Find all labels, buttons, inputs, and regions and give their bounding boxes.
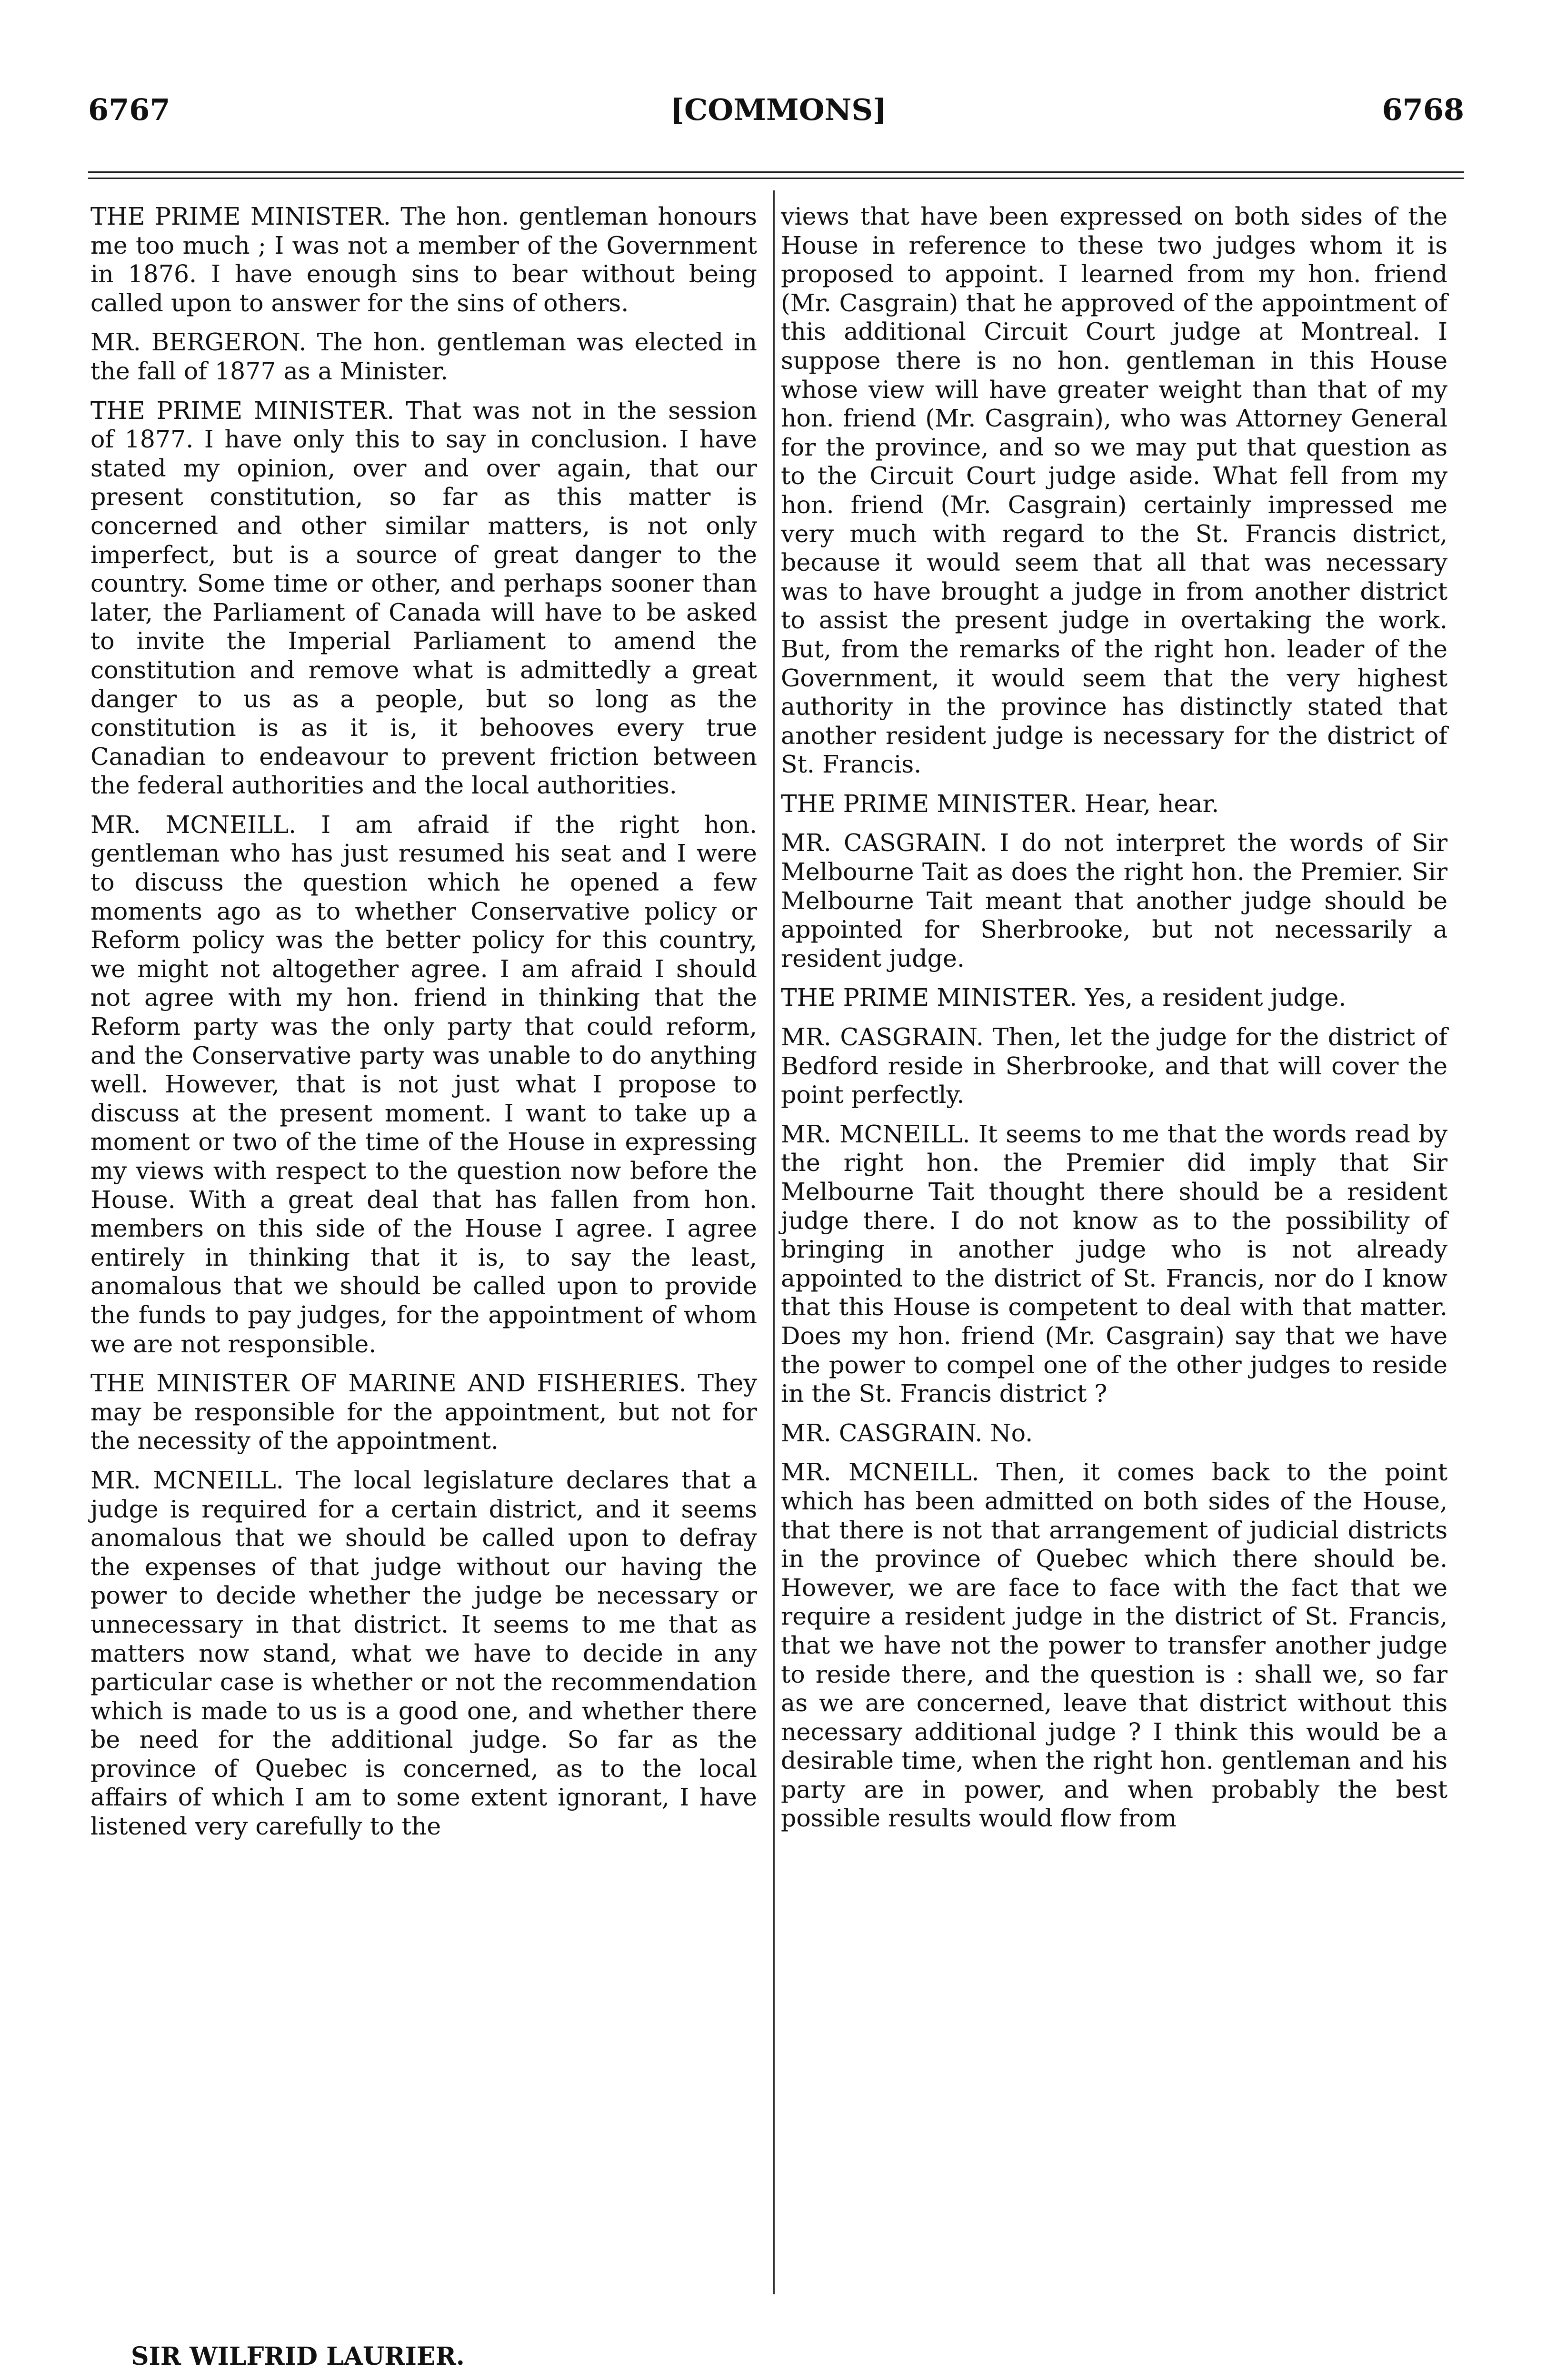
speech-text: views that have been expressed on both sides of the House in reference to these two judges whom it is proposed to appoint. I learned from my hon. friend (Mr. Casgrain) that he approved of the appointment of this additional Circuit Court judge at Montreal. I suppose there is no hon. gentleman in this House whose view will have greater weight than that of my hon. friend (Mr. Casgrain), who was Attorney General for the province, and so we may put that question as to the Circuit Court judge aside. What fell from my hon. friend (Mr. Casgrain) certainly impressed me very much with regard to the St. Francis district, because it would seem that all that was necessary was to have brought a judge in from another district to assist the present judge in overtaking the work. But, from the remarks of the right hon. leader of the Government, it would seem that the very highest authority in the province has distinctly stated that another resident judge is necessary for the district of St. Francis. xyxy=(781,202,1447,779)
page-number-right: 6768 xyxy=(1382,92,1464,127)
header-rule xyxy=(88,171,1464,173)
speech-paragraph xyxy=(90,811,757,1359)
speech-text: I am afraid if the right hon. gentleman who has just resumed his seat and I were to discuss the question which he opened a few moments ago as to whether Conservative policy or Reform policy was the better policy for this country, we might not altogether agree. I am afraid I should not agree with my hon. friend in thinking that the Reform party was the only party that could reform, and the Conservative party was unable to do anything well. However, that is not just what I propose to discuss at the present moment. I want to take up a moment or two of the time of the House in expressing my views with respect to the question now before the House. With a great deal that has fallen from hon. members on this side of the House I agree. I agree entirely in thinking that it is, to say the least, anomalous that we should be called upon to provide the funds to pay judges, for the appointment of whom we are not responsible. xyxy=(90,810,757,1358)
speech-text: No. xyxy=(990,1418,1033,1447)
speech-text: That was not in the session of 1877. I have only this to say in conclusion. I have stated my opinion, over and over again, that our present constitution, so far as this matter is concerned and other similar matters, is not only imperfect, but is a source of great danger to the country. Some time or other, and perhaps sooner than later, the Parliament of Canada will have to be asked to invite the Imperial Parliament to amend the constitution and remove what is admittedly a great danger to us as a people, but so long as the constitution is as it is, it behooves every true Canadian to endeavour to prevent friction between the federal authorities and the local authorities. xyxy=(90,396,757,800)
speech-paragraph xyxy=(90,1369,757,1456)
speech-text: Yes, a resident judge. xyxy=(1085,983,1347,1012)
right-column xyxy=(781,202,1447,1844)
speech-paragraph xyxy=(781,1419,1447,1448)
speech-paragraph xyxy=(781,1023,1447,1110)
speaker-name: MR. MCNEILL. xyxy=(781,1120,970,1148)
speech-text: Then, let the judge for the district of Bedford reside in Sherbrooke, and that will cover the point perfectly. xyxy=(781,1023,1447,1109)
speech-text: Then, it comes back to the point which has been admitted on both sides of the House, that there is not that arrangement of judicial districts in the province of Quebec which there should be. However, we are face to face with the fact that we require a resident judge in the district of St. Francis, that we have not the power to transfer another judge to reside there, and the question is : shall we, so far as we are concerned, leave that district without this necessary additional judge ? I think this would be a desirable time, when the right hon. gentleman and his party are in power, and when probably the best possible results would flow from xyxy=(781,1458,1447,1833)
speech-paragraph xyxy=(781,1120,1447,1408)
speaker-name: MR. CASGRAIN. xyxy=(781,1418,983,1447)
speech-text: The local legislature declares that a judge is required for a certain district, and it seems anomalous that we should be called upon to defray the expenses of that judge without our having the power to decide whether the judge be necessary or unnecessary in that district. It seems to me that as matters now stand, what we have to decide in any particular case is whether or not the recommendation which is made to us is a good one, and whether there be need for the additional judge. So far as the province of Quebec is concerned, as to the local affairs of which I am to some extent ignorant, I have listened very carefully to the xyxy=(90,1466,757,1841)
running-footer: SIR WILFRID LAURIER. xyxy=(131,2342,465,2371)
speaker-name: THE PRIME MINISTER. xyxy=(90,396,395,425)
speech-text: The hon. gentleman was elected in the fall of 1877 as a Minister. xyxy=(90,328,757,385)
speech-paragraph xyxy=(781,1458,1447,1833)
speech-paragraph xyxy=(781,790,1447,819)
speech-text: I do not interpret the words of Sir Melbourne Tait as does the right hon. the Premier. Sir Melbourne Tait meant that another judge should be appointed for Sherbrooke, but not necessarily a resident judge. xyxy=(781,829,1448,972)
header-rule-thin xyxy=(88,178,1464,179)
speaker-name: THE MINISTER OF MARINE AND FISHERIES. xyxy=(90,1369,687,1398)
speech-text: They may be responsible for the appointment, but not for the necessity of the appointment. xyxy=(90,1369,757,1455)
page-title: [COMMONS] xyxy=(670,92,887,127)
speaker-name: MR. MCNEILL. xyxy=(90,1466,284,1494)
speech-text: It seems to me that the words read by the right hon. the Premier did imply that Sir Melbourne Tait thought there should be a resident judge there. I do not know as to the possibility of bringing in another judge who is not already appointed to the district of St. Francis, nor do I know that this House is competent to deal with that matter. Does my hon. friend (Mr. Casgrain) say that we have the power to compel one of the other judges to reside in the St. Francis district ? xyxy=(781,1120,1447,1408)
speaker-name: MR. CASGRAIN. xyxy=(781,1023,984,1051)
column-divider xyxy=(773,190,775,2294)
left-column xyxy=(90,202,757,1852)
page-number-left: 6767 xyxy=(88,92,170,127)
speaker-name: MR. MCNEILL. xyxy=(90,810,297,839)
speaker-name: MR. CASGRAIN. xyxy=(781,829,988,857)
speech-paragraph xyxy=(90,1466,757,1841)
speech-text: The hon. gentleman honours me too much ; I was not a member of the Government in 1876. I have enough sins to bear without being called upon to answer for the sins of others. xyxy=(90,202,757,317)
speaker-name: THE PRIME MINISTER. xyxy=(781,789,1078,818)
speech-paragraph xyxy=(781,202,1447,779)
speech-paragraph xyxy=(90,202,757,317)
speech-paragraph xyxy=(781,829,1447,973)
speaker-name: THE PRIME MINISTER. xyxy=(90,202,391,230)
speaker-name: MR. BERGERON. xyxy=(90,328,307,357)
speech-paragraph xyxy=(781,983,1447,1012)
speech-paragraph xyxy=(90,397,757,800)
speaker-name: THE PRIME MINISTER. xyxy=(781,983,1078,1012)
speech-text: Hear, hear. xyxy=(1085,789,1219,818)
speech-paragraph xyxy=(90,328,757,386)
speaker-name: MR. MCNEILL. xyxy=(781,1458,979,1487)
